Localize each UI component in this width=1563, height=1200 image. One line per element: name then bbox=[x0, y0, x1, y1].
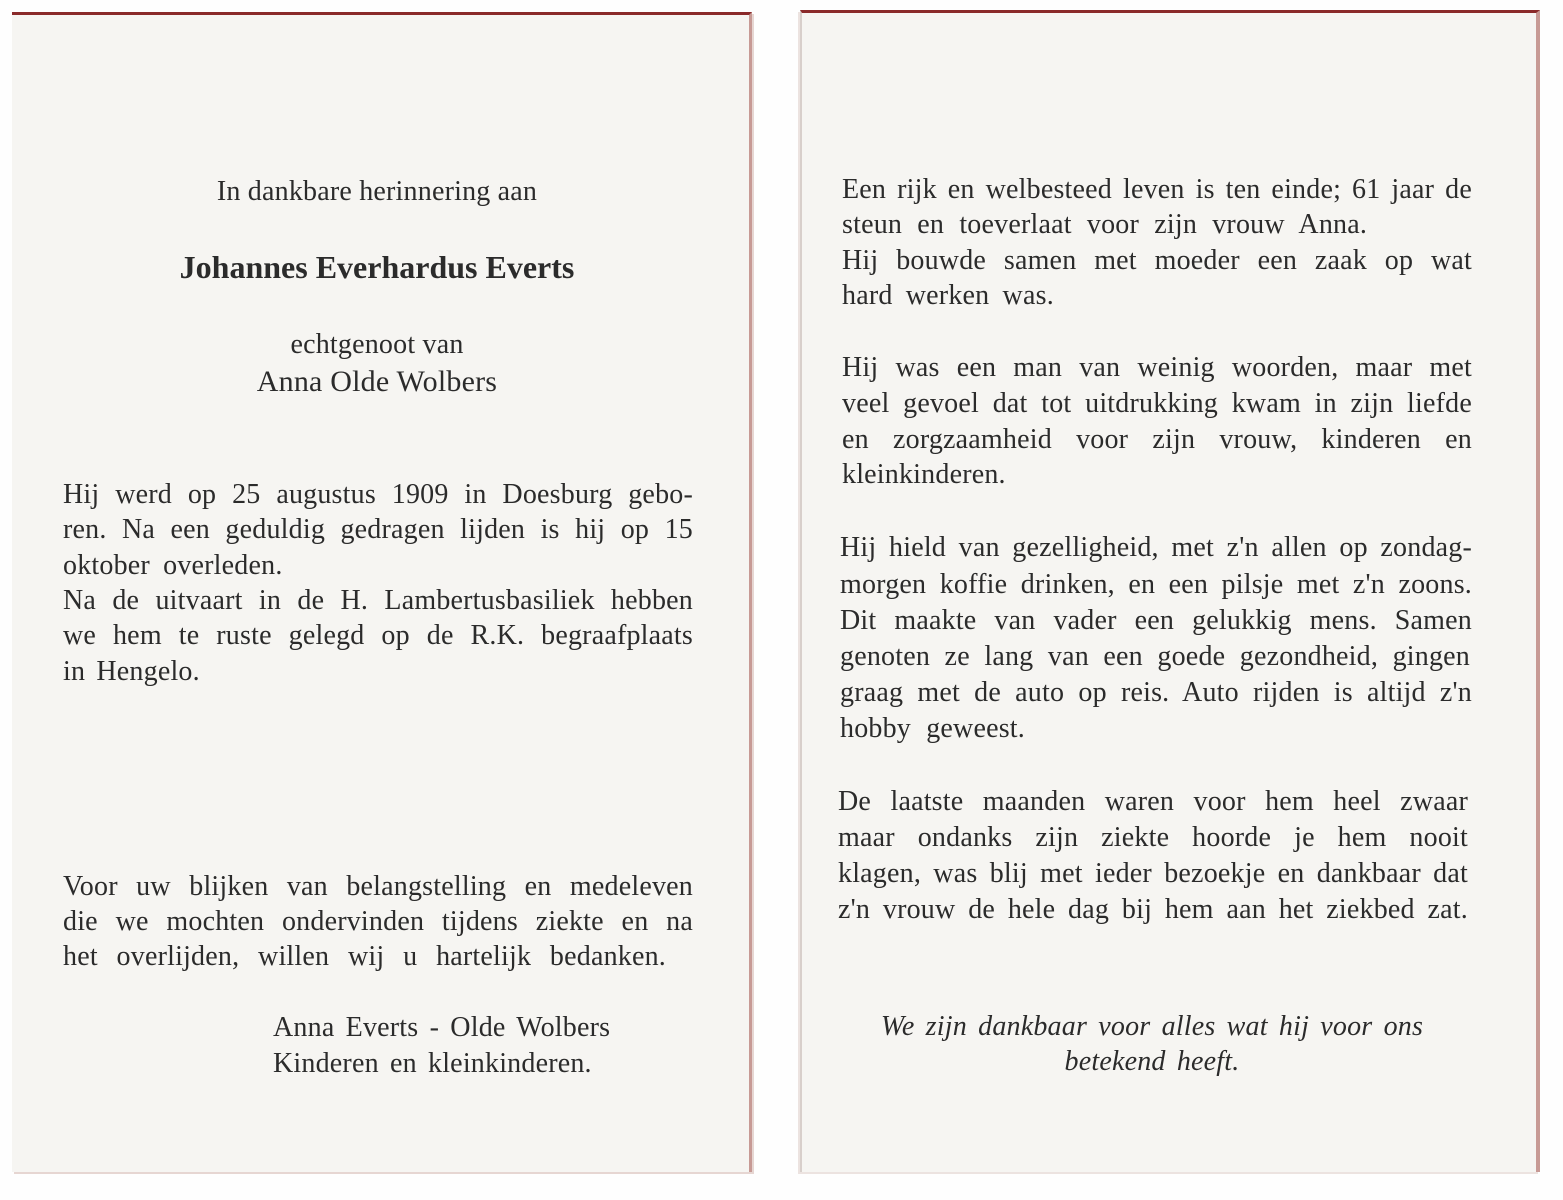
signature-line: Kinderen en kleinkinderen. bbox=[273, 1048, 592, 1079]
spouse-name: Anna Olde Wolbers bbox=[256, 365, 498, 398]
paragraph3-line: graag met de auto op reis. Auto rijden is altijd z'n bbox=[840, 677, 1472, 708]
closing-line: We zijn dankbaar voor alles wat hij voor ons bbox=[880, 1011, 1424, 1042]
bio-line: we hem te ruste gelegd op de R.K. begraafplaats bbox=[63, 620, 693, 651]
left-page bbox=[12, 12, 752, 1172]
paragraph2-line: kleinkinderen. bbox=[842, 459, 1006, 490]
paragraph3-line: Hij hield van gezelligheid, met z'n allen op zondag- bbox=[840, 532, 1472, 563]
paragraph1-line: Een rijk en welbesteed leven is ten einde; 61 jaar de bbox=[842, 174, 1472, 205]
paragraph4-line: maar ondanks zijn ziekte hoorde je hem nooit bbox=[838, 822, 1468, 853]
thanks-line: het overlijden, willen wij u hartelijk bedanken. bbox=[63, 941, 666, 972]
paragraph4-line: De laatste maanden waren voor hem heel zwaar bbox=[838, 786, 1468, 817]
paragraph3-line: hobby geweest. bbox=[840, 713, 1025, 744]
bio-line: Hij werd op 25 augustus 1909 in Doesburg gebo- bbox=[63, 479, 693, 510]
bio-line: oktober overleden. bbox=[63, 550, 283, 581]
paragraph1-line: Hij bouwde samen met moeder een zaak op wat bbox=[842, 245, 1472, 276]
right-page bbox=[800, 10, 1540, 1172]
thanks-line: die we mochten ondervinden tijdens ziekte en na bbox=[63, 906, 693, 937]
bio-line: in Hengelo. bbox=[63, 656, 200, 687]
paragraph2-line: veel gevoel dat tot uitdrukking kwam in zijn liefde bbox=[842, 388, 1472, 419]
bio-line: ren. Na een geduldig gedragen lijden is hij op 15 bbox=[63, 514, 693, 545]
signature-line: Anna Everts - Olde Wolbers bbox=[273, 1012, 611, 1043]
paragraph2-line: en zorgzaamheid voor zijn vrouw, kinderen en bbox=[842, 424, 1472, 455]
closing-line: betekend heeft. bbox=[1064, 1046, 1240, 1077]
paragraph3-line: Dit maakte van vader een gelukkig mens. Samen bbox=[840, 605, 1472, 636]
spouse-label: echtgenoot van bbox=[290, 329, 464, 360]
deceased-name: Johannes Everhardus Everts bbox=[179, 249, 575, 285]
bio-line: Na de uitvaart in de H. Lambertusbasiliek hebben bbox=[63, 585, 693, 616]
paragraph1-line: steun en toeverlaat voor zijn vrouw Anna. bbox=[842, 209, 1368, 240]
thanks-line: Voor uw blijken van belangstelling en medeleven bbox=[63, 871, 693, 902]
paragraph3-line: morgen koffie drinken, en een pilsje met z'n zoons. bbox=[840, 569, 1472, 600]
paragraph1-line: hard werken was. bbox=[842, 280, 1054, 311]
paragraph3-line: genoten ze lang van een goede gezondheid, gingen bbox=[840, 641, 1470, 672]
paragraph4-line: klagen, was blij met ieder bezoekje en dankbaar dat bbox=[838, 858, 1468, 889]
intro-text: In dankbare herinnering aan bbox=[216, 176, 538, 207]
paragraph4-line: z'n vrouw de hele dag bij hem aan het ziekbed zat. bbox=[838, 894, 1468, 925]
paragraph2-line: Hij was een man van weinig woorden, maar met bbox=[842, 352, 1472, 383]
